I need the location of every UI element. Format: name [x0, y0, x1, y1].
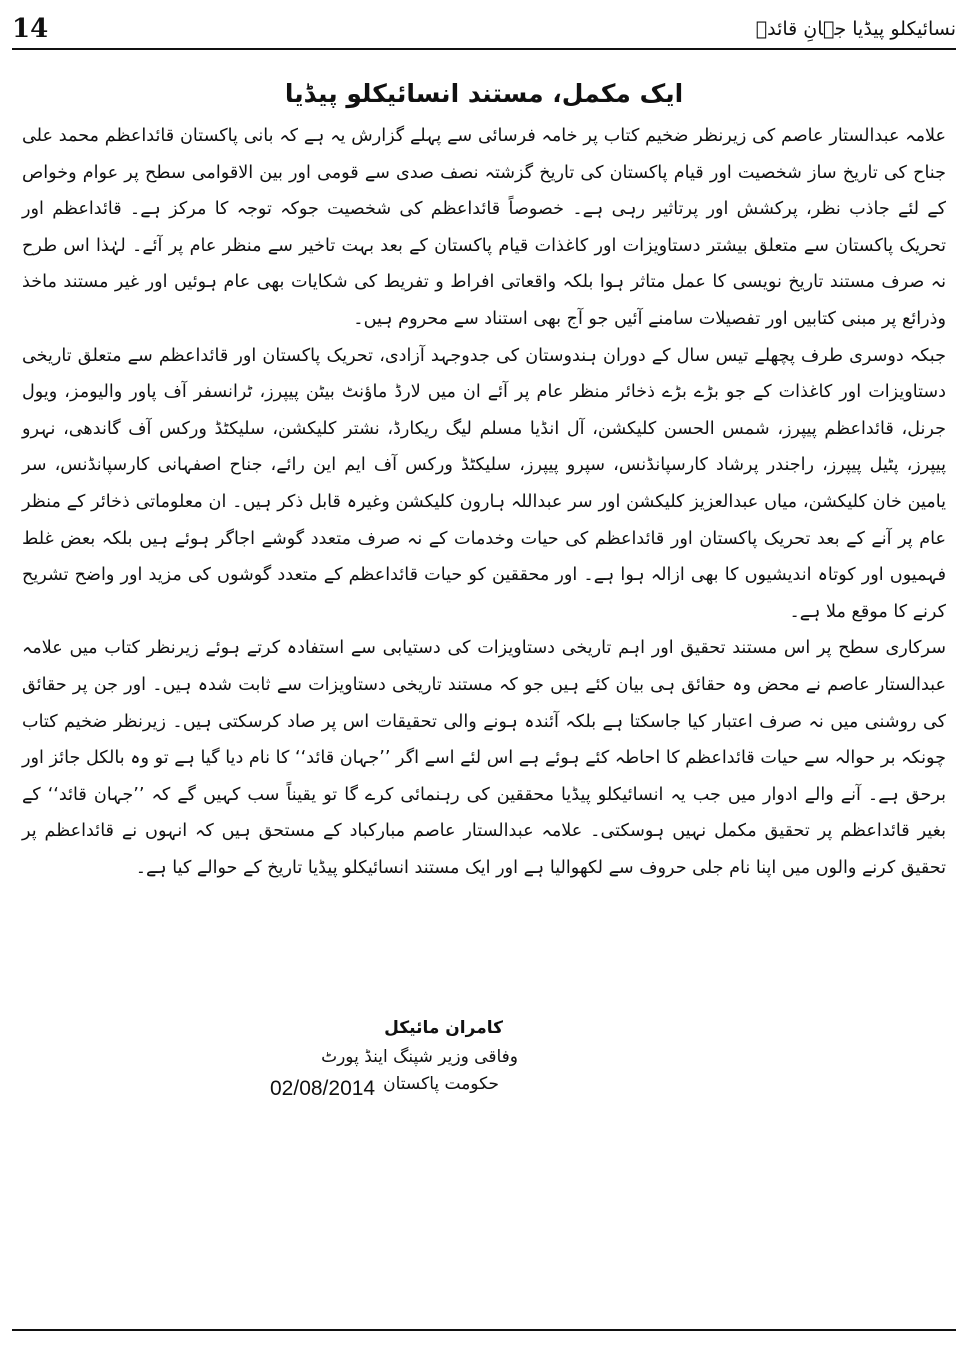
paragraph: علامہ عبدالستار عاصم کی زیرنظر ضخیم کتاب پر خامہ فرسائی سے پہلے گزارش یہ ہے کہ بانی پاکستان قائداعظم محمد علی جناح کی تاریخ ساز شخصیت اور قیام پاکستان کی تاریخ گزشتہ نصف صدی سے قومی اور بین الاقوامی سطح پر عوام وخواص کے لئے جاذب نظر، پرکشش اور پرتاثیر رہی ہے۔ خصوصاً قائداعظم کی شخصیت جوکہ توجہ کا مرکز ہے۔ قائداعظم اور تحریک پاکستان سے متعلق بیشتر دستاویزات اور کاغذات قیام پاکستان کے بعد بہت تاخیر سے منظر عام پر آئے۔ لہٰذا اس طرح نہ صرف مستند تاریخ نویسی کا عمل متاثر ہوا بلکہ واقعاتی افراط و تفریط کی شکایات بھی عام ہوئیں اور غیر مستند ماخذ وذرائع پر مبنی کتابیں اور تفصیلات سامنے آئیں جو آج بھی استناد سے محروم ہیں۔ [22, 126, 946, 329]
signatory-name: کامران مائیکل [384, 1018, 503, 1038]
article-body [22, 118, 946, 886]
footer-rule [12, 1329, 956, 1331]
signatory-government: حکومت پاکستان [383, 1074, 499, 1094]
paragraph: جبکہ دوسری طرف پچھلے تیس سال کے دوران ہندوستان کی جدوجہد آزادی، تحریک پاکستان اور قائداعظم سے متعلق تاریخی دستاویزات اور کاغذات کے جو بڑے بڑے ذخائر منظر عام پر آئے ان میں لارڈ ماؤنٹ بیٹن پیپرز، ٹرانسفر آف پاور والیومز، ویول جرنل، قائداعظم پیپرز، شمس الحسن کلیکشن، آل انڈیا مسلم لیگ ریکارڈ، نشتر کلیکشن، سلیکٹڈ ورکس آف گاندھی، نہرو پیپرز، پٹیل پیپرز، راجندر پرشاد کارسپانڈنس، سپرو پیپرز، سلیکٹڈ ورکس آف ایم این رائے، جناح اصفہانی کارسپانڈنس، سر یامین خان کلیکشن، میاں عبدالعزیز کلیکشن اور سر عبداللہ ہارون کلیکشن وغیرہ قابل ذکر ہیں۔ ان معلوماتی ذخائر کے منظر عام پر آنے کے بعد تحریک پاکستان اور قائداعظم کی حیات وخدمات کے نہ صرف متعدد گوشے اجاگر ہوئے ہیں بلکہ بعض غلط فہمیوں اور کوتاہ اندیشیوں کا بھی ازالہ ہوا ہے۔ اور محققین کو حیات قائداعظم کے متعدد گوشوں کی مزید اور واضح تشریح کرنے کا موقع ملا ہے۔ [22, 345, 946, 622]
header-rule [12, 48, 956, 50]
article-title: ایک مکمل، مستند انسائیکلو پیڈیا [284, 79, 684, 108]
signatory-designation: وفاقی وزیر شپنگ اینڈ پورٹ [321, 1047, 518, 1067]
signature-date: 02/08/2014 [270, 1077, 376, 1100]
page-number: 14 [12, 14, 49, 44]
running-title: نسائیکلو پیڈیا جہانِ قائدؒ [755, 18, 956, 40]
paragraph: سرکاری سطح پر اس مستند تحقیق اور اہم تاریخی دستاویزات کی دستیابی سے استفادہ کرتے ہوئے زیرنظر کتاب میں علامہ عبدالستار عاصم نے محض وہ حقائق ہی بیان کئے ہیں جو کہ مستند تاریخی دستاویزات سے ثابت شدہ ہیں۔ اور جن پر حقائق کی روشنی میں نہ صرف اعتبار کیا جاسکتا ہے بلکہ آئندہ ہونے والی تحقیقات اس پر صاد کرسکتی ہیں۔ زیرنظر ضخیم کتاب چونکہ بر حوالہ سے حیات قائداعظم کا احاطہ کئے ہوئے ہے اس لئے اسے اگر ’’جہان قائد‘‘ کا نام دیا گیا ہے تو وہ بالکل جائز اور برحق ہے۔ آنے والے ادوار میں جب یہ انسائیکلو پیڈیا محققین کی رہنمائی کرے گا تو یقیناً سب کہیں گے کہ ’’جہان قائد‘‘ کے بغیر قائداعظم پر تحقیق مکمل نہیں ہوسکتی۔ علامہ عبدالستار عاصم مبارکباد کے مستحق ہیں کہ انہوں نے قائداعظم پر تحقیق کرنے والوں میں اپنا نام جلی حروف سے لکھوالیا ہے اور ایک مستند انسائیکلو پیڈیا تاریخ کے حوالے کیا ہے۔ [22, 638, 946, 878]
page-header [12, 14, 956, 48]
